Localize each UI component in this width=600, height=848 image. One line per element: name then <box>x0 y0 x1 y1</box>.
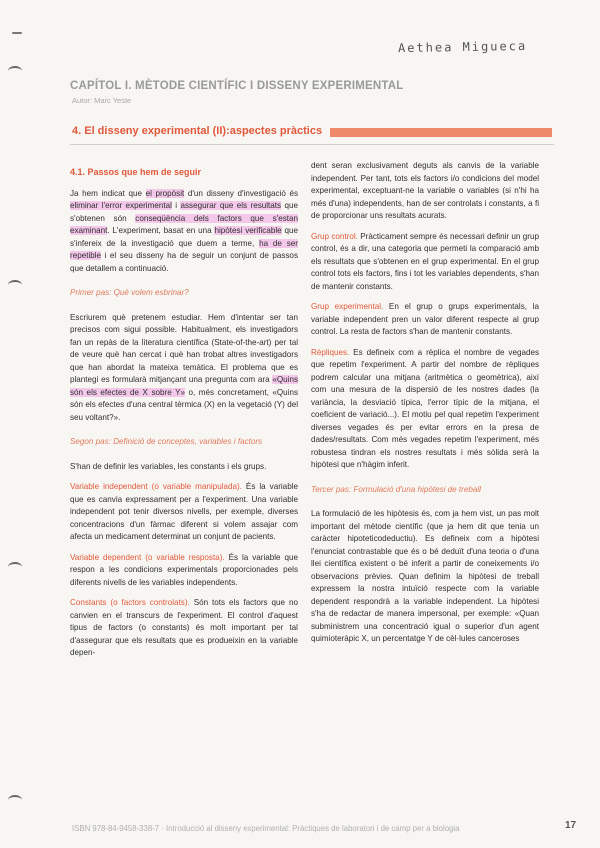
divider <box>70 144 554 145</box>
highlight: el propòsit <box>145 188 185 198</box>
footer-text: ISBN 978-84-9458-338-7 · Introducció al disseny experimental: Pràctiques de laboratori i de camp per a biologia <box>72 824 460 833</box>
margin-mark <box>8 66 22 76</box>
step2-title: Segon pas: Definició de conceptes, variables i factors <box>70 437 263 446</box>
term: Constants (o factors controlats). <box>70 598 190 607</box>
text: En el grup o grups experimentals, la variable independent pren un valor diferent respecte al grup control. La resta de factors s'han de mantenir constants. <box>311 302 539 336</box>
highlight: eliminar l'error experimental <box>70 201 172 210</box>
term: Variable independent (o variable manipulada). <box>70 482 242 491</box>
highlight: hipòtesi verificable <box>214 226 282 235</box>
step1-paragraph <box>70 312 298 425</box>
variable-independent-paragraph <box>70 481 298 544</box>
text: i el seu disseny ha de seguir un conjunt de passos que detallem a continuació. <box>70 251 298 273</box>
highlight: «Quins són els efectes de X sobre Y» <box>70 375 298 397</box>
grup-control-paragraph <box>311 231 539 294</box>
chapter-title: CAPÍTOL I. MÈTODE CIENTÍFIC I DISSENY EXPERIMENTAL <box>70 80 404 92</box>
repliques-paragraph <box>311 347 539 472</box>
term: Grup control. <box>311 231 358 241</box>
term: Grup experimental. <box>311 302 384 311</box>
step3-paragraph: La formulació de les hipòtesis és, com ja hem vist, un pas molt important del mètode científic (que ja hem dit que tenia un caràcter hipoteticodeductiu). Es defineix com a hipòtesi l'enunciat contrastable que és o bé deduït d'una teoria o d'una llei científica existent o bé inferit a partir de coneixements i/o observacions prèvies. Quan definim la hipòtesi de treball expressem la nostra intuïció respecte com la variable dependent respondrà a la variable independent. La hipòtesi s'ha de redactar de manera impersonal, per exemple: «Quan subministrem una concentració igual o superior d'un agent quimioteràpic X, un percentatge Y de cèl·lules canceroses <box>311 509 539 643</box>
text: i <box>171 201 181 210</box>
text: o, més concretament, «Quins són els efectes d'una central tèrmica (X) en la vegetació (Y) del seu voltant?». <box>70 387 298 422</box>
text: Es defineix com a rèplica el nombre de vegades que repetim l'experiment. A partir del nombre de rèpliques podrem calcular una mitjana (aritmètica o geomètrica), així com una mesura de la dispersió de les nostres dades (la variància, la desviació típica, l'error típic de la mitjana, el coeficient de variació...). El motiu pel qual repetim l'experiment diverses vegades és per evitar errors en la presa de dades/resultats. Com més vegades repetim l'experiment, més robustesa tindran els nostres resultats i més sòlida serà la hipòtesi que n'hàgim inferit. <box>311 347 539 469</box>
text: . L'experiment, basat en una <box>107 226 215 235</box>
constants-paragraph <box>70 597 298 660</box>
highlight: ha de ser repetible <box>70 238 298 260</box>
margin-mark <box>8 562 22 572</box>
text: És la variable que respon a les condicions experimentals proporcionades pels diferents nivells de les variables independents. <box>70 552 298 587</box>
continuation-paragraph: dent seran exclusivament deguts als canvis de la variable independent. Per tant, tots els factors i/o condicions del model experimental, exceptuant-ne la variable o variables (si n'hi ha més d'una) independents, han de ser controlats i constants, a fi de proporcionar uns resultats acurats. <box>311 161 539 220</box>
left-column <box>70 166 298 668</box>
text: que s'infereix de la investigació que duem a terme, <box>70 226 298 248</box>
text: Pràcticament sempre és necessari definir un grup control, és a dir, una categoria que permeti la comparació amb els resultats que s'obtenen en el grup experimental. En el grup control tots els factors, fins i tot les variables dependents, s'han de mantenir constants. <box>311 231 539 291</box>
margin-mark <box>8 280 22 290</box>
step2-paragraph: S'han de definir les variables, les constants i els grups. <box>70 461 267 471</box>
term: Variable dependent (o variable resposta). <box>70 552 225 562</box>
step1-title: Primer pas: Què volem esbrinar? <box>70 288 189 297</box>
page-number: 17 <box>565 820 577 831</box>
text: És la variable que es canvia expressament per a l'experiment. Una variable independent pot tenir diversos nivells, per exemple, diverses concentracions d'un fàrmac diferent si volem assajar com afecta un medicament determinat un conjunt de pacients. <box>70 482 298 541</box>
highlight: conseqüència dels factors que s'estan examinant <box>70 213 298 235</box>
text: Ja hem indicat que <box>70 188 146 198</box>
subsection-title: 4.1. Passos que hem de seguir <box>70 167 202 177</box>
intro-paragraph <box>70 188 298 276</box>
section-accent-bar <box>330 128 552 137</box>
author: Autor: Marc Yeste <box>72 96 132 105</box>
highlight: assegurar que els resultats <box>180 201 282 210</box>
text: Són tots els factors que no canvien en el transcurs de l'experiment. El control d'aquest tipus de factors (o constants) és molt important per tal d'assegurar que els resultats que es produeixin en la variable depen- <box>70 598 298 657</box>
handwritten-name: Aethea Migueca <box>397 38 528 56</box>
margin-mark <box>8 795 22 805</box>
text: que s'obtenen són <box>70 201 298 223</box>
right-column <box>311 160 539 654</box>
section-title: 4. El disseny experimental (II):aspectes pràctics <box>72 125 323 137</box>
grup-experimental-paragraph <box>311 301 539 339</box>
variable-dependent-paragraph <box>70 552 298 590</box>
margin-mark <box>12 32 22 34</box>
text: d'un disseny d'investigació és <box>184 188 298 198</box>
term: Rèpliques. <box>311 347 350 357</box>
step3-title: Tercer pas: Formulació d'una hipòtesi de treball <box>311 484 481 494</box>
text: Escriurem què pretenem estudiar. Hem d'intentar ser tan precisos com sigui possible. Habitualment, els investigadors fan un repàs de la literatura científica (State-of-the-art) per tal de veure què han cercat i què han trobat altres investigadors que han abordat la mateixa temàtica. El problema que es plantegi es formularà mitjançant una pregunta com ara <box>70 312 298 384</box>
